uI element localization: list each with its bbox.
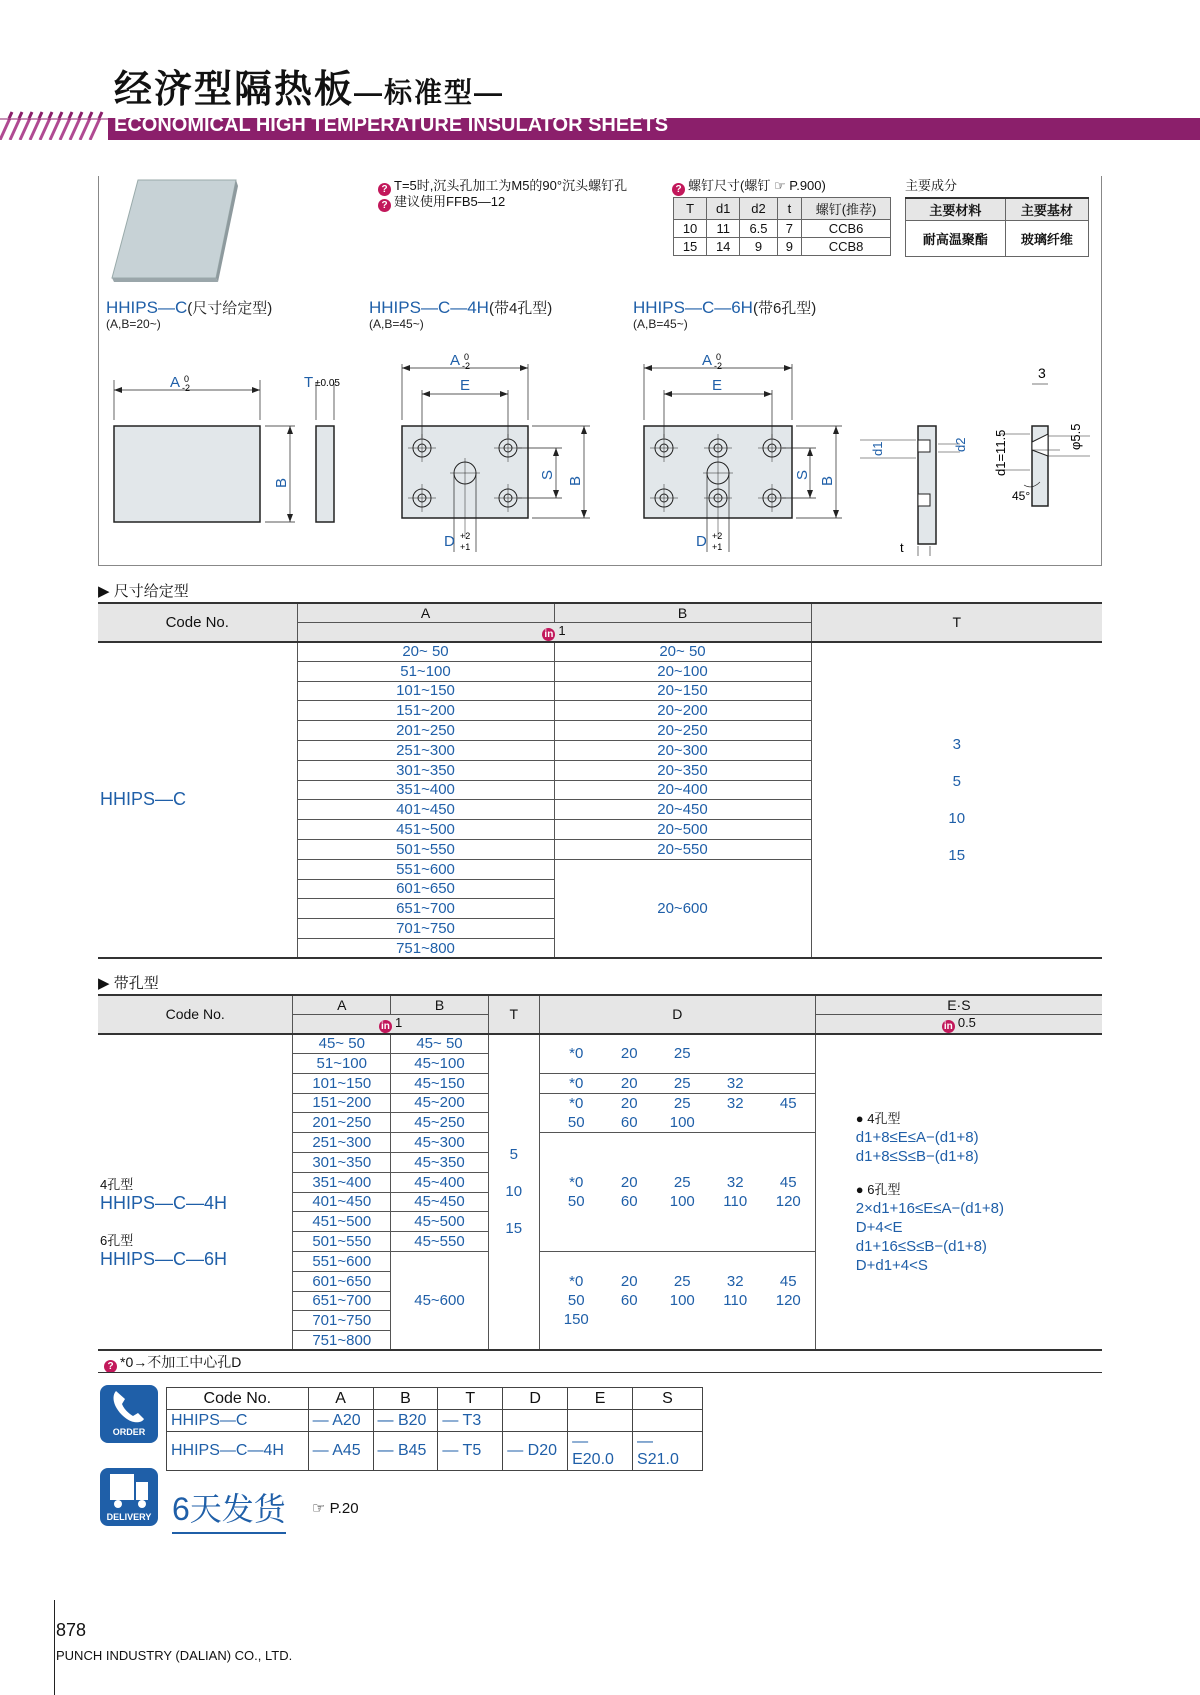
t2-D-value: 32 [726,1094,744,1112]
t2-D-line [550,1044,815,1063]
dim-A2-tol-up: 0 [464,352,470,362]
dim-E3: E [712,377,723,394]
note-2-text: 建议使用FFB5—12 [394,194,506,209]
t2-D-value: 60 [620,1292,638,1310]
t1-B-cell: 20~250 [554,721,811,741]
t2-D-value: 32 [726,1074,744,1092]
t1-A-cell: 701~750 [297,919,554,939]
product-image [108,178,238,283]
t2-B-cell: 45~300 [391,1133,489,1153]
screw-h-screw: 螺钉(推荐) [802,198,891,220]
t1-T [811,642,1102,959]
note-1-text: T=5时,沉头孔加工为M5的90°沉头螺钉孔 [394,178,628,193]
t1-A-cell: 601~650 [297,879,554,899]
table2-footnote [104,1354,241,1373]
t1-unit [297,622,811,642]
order-r2-S: — S21.0 [633,1432,703,1471]
t1-A-cell: 251~300 [297,740,554,760]
t1-A-cell: 51~100 [297,661,554,681]
t1-B-cell: 20~500 [554,820,811,840]
dim-A-tol-dn: -2 [182,383,191,393]
material-h-main: 主要材料 [906,198,1006,221]
dim-d1: d1 [870,441,885,456]
t1-h-code: Code No. [98,603,297,642]
t2-A-cell: 201~250 [293,1113,391,1133]
order-r1-S [633,1410,703,1432]
t2-D-value: *0 [569,1174,584,1192]
dim-D: D [444,533,455,550]
t2-D-value: 20 [620,1273,638,1291]
t2-D-group [539,1093,815,1133]
inch-icon: in [942,1020,955,1033]
t1-B-cell: 20~450 [554,800,811,820]
t2-h-ES: E·S [815,995,1102,1014]
material-title: 主要成分 [905,178,958,193]
t2-h-code: Code No. [98,995,293,1034]
dim-D3: D [696,533,707,550]
screw-h-t: t [777,198,801,220]
question-icon: ? [672,183,685,196]
dim-A3: A [702,352,713,369]
page-title [114,58,504,113]
t2-ES-6-title: ● 6孔型 [855,1181,901,1197]
table2-footnote-text: *0→不加工中心孔D [120,1354,242,1370]
t2-D-value: 25 [673,1045,691,1063]
screw-h-T: T [674,198,707,220]
t1-B-cell: 20~150 [554,681,811,701]
table1 [98,602,1102,959]
diagram-3-title [633,297,816,318]
truck-icon [100,1468,158,1510]
screw-cell: 7 [777,220,801,238]
t1-B-cell: 20~100 [554,661,811,681]
delivery-icon [100,1468,158,1526]
delivery-text: 6天发货 [172,1484,286,1534]
diagram-3-code: HHIPS—C—6H [633,298,753,317]
screw-cell: 14 [707,238,740,256]
t2-D-line [550,1310,815,1329]
t2-B-cell: 45~150 [391,1073,489,1093]
t2-D-value: *0 [569,1273,584,1291]
screw-title-text: 螺钉尺寸(螺钉 ☞ P.900) [688,178,826,193]
t2-D-value: 100 [669,1292,695,1310]
dim-D-tol-dn: +1 [460,542,471,552]
t2-D-value: 60 [620,1193,638,1211]
diagram-1-title [106,297,272,318]
dim-S: S [539,469,556,480]
t2-ES-6-line: 2×d1+16≤E≤A−(d1+8) [855,1199,1005,1217]
dim-t: t [900,540,904,555]
t2-D-value: 20 [620,1174,638,1192]
t1-A-cell: 101~150 [297,681,554,701]
t2-h-A: A [293,995,391,1014]
t2-h-B: B [391,995,489,1014]
order-table [166,1387,703,1471]
t1-A-cell: 551~600 [297,859,554,879]
t2-D-value: *0 [569,1094,584,1112]
t2-unit-es-text: 0.5 [957,1014,976,1030]
t2-D-group [539,1034,815,1074]
t1-A-cell: 201~250 [297,721,554,741]
t2-B-cell: 45~400 [391,1172,489,1192]
t2-A-cell: 501~550 [293,1232,391,1252]
t2-D-value: 45 [779,1273,797,1291]
t2-B-cell: 45~100 [391,1053,489,1073]
t1-T-value: 5 [952,772,961,790]
diagram-2-drawing [360,340,622,560]
phone-icon [100,1385,158,1425]
t2-D-value: *0 [569,1074,584,1092]
dim-three: 3 [1038,365,1046,381]
diagram-1-paren: (尺寸给定型) [187,300,273,317]
screw-cell: 15 [674,238,707,256]
t2-D-line [550,1173,815,1192]
question-icon: ? [378,183,391,196]
t2-D-value: 45 [779,1094,797,1112]
order-r2-T: — T5 [438,1432,503,1471]
diagram-2-title [369,297,552,318]
order-r2-D: — D20 [503,1432,568,1471]
diagram-1-code: HHIPS—C [106,298,188,317]
material-main: 耐高温聚酯 [906,221,1006,257]
t2-ES-4-title: ● 4孔型 [855,1110,901,1126]
t2-A-cell: 651~700 [293,1291,391,1311]
t2-h-D: D [539,995,815,1034]
t2-T-value: 15 [505,1220,523,1238]
order-h-B: B [373,1388,438,1410]
order-r2-B: — B45 [373,1432,438,1471]
t2-D-value: 50 [567,1292,585,1310]
t1-T-value: 10 [948,809,966,827]
t2-T-value: 10 [505,1183,523,1201]
t2-A-cell: 701~750 [293,1311,391,1331]
title-main: 经济型隔热板 [114,69,355,111]
t1-unit-text: 1 [558,622,566,638]
order-icon [100,1385,158,1443]
order-h-D: D [503,1388,568,1410]
title-english: ECONOMICAL HIGH TEMPERATURE INSULATOR SHEETS [114,114,669,136]
order-h-code: Code No. [167,1388,309,1410]
t1-h-B: B [554,603,811,622]
diagram-3-paren: (带6孔型) [752,300,817,317]
t2-D-value: 25 [673,1174,691,1192]
dim-d2: d2 [953,437,968,452]
screw-title [672,178,826,196]
t2-D-line [550,1272,815,1291]
order-r2-code: HHIPS—C—4H [167,1432,309,1471]
t2-D-value: 20 [620,1094,638,1112]
t2-unit-es [815,1014,1102,1034]
t2-D-value: 25 [673,1273,691,1291]
table2 [98,994,1102,1351]
dim-B3: B [819,475,836,486]
table2-section-label: ▶ 带孔型 [98,975,159,992]
diagram-2-sub: (A,B=45~) [369,317,424,331]
t2-D-value: 110 [723,1193,748,1211]
dim-D3-tol-up: +2 [712,531,723,541]
order-h-T: T [438,1388,503,1410]
diagram-3-sub: (A,B=45~) [633,317,688,331]
dim-A2-tol-dn: -2 [462,361,471,371]
company-name: PUNCH INDUSTRY (DALIAN) CO., LTD. [56,1648,293,1663]
title-sub: —标准型— [354,77,505,108]
screw-cell: 10 [674,220,707,238]
t2-D-line [550,1113,815,1132]
t2-D-value: 20 [620,1045,638,1063]
t2-B-cell: 45~350 [391,1152,489,1172]
screw-h-d2: d2 [740,198,777,220]
dim-T: T [304,374,314,391]
order-icon-label: ORDER [112,1427,146,1437]
question-icon: ? [104,1360,117,1373]
t2-D-line [550,1094,815,1113]
screw-cell: 11 [707,220,740,238]
screw-cell: 6.5 [740,220,777,238]
t2-A-cell: 751~800 [293,1331,391,1351]
t2-A-cell: 451~500 [293,1212,391,1232]
t1-B-cell: 20~400 [554,780,811,800]
dim-A2: A [450,352,461,369]
t2-D-value: 20 [620,1074,638,1092]
dim-A-tol-up: 0 [184,374,190,384]
t1-A-cell: 451~500 [297,820,554,840]
delivery-ref: ☞ P.20 [312,1500,359,1517]
t1-A-cell: 401~450 [297,800,554,820]
dim-A3-tol-up: 0 [716,352,722,362]
t2-B-cell: 45~200 [391,1093,489,1113]
t2-D-value: 32 [726,1174,744,1192]
dim-D3-tol-dn: +1 [712,542,723,552]
t2-ES [815,1034,1102,1351]
diagram-2-code: HHIPS—C—4H [369,298,489,317]
t2-ES-4-line: d1+8≤E≤A−(d1+8) [855,1128,979,1146]
t2-A-cell: 45~ 50 [293,1034,391,1054]
t2-ES-6-line: d1+16≤S≤B−(d1+8) [855,1237,987,1255]
screw-cell: CCB6 [802,220,891,238]
t2-A-cell: 301~350 [293,1152,391,1172]
table1-section-label: ▶ 尺寸给定型 [98,583,189,600]
t2-D-line [550,1291,815,1310]
screw-cell: 9 [740,238,777,256]
t1-A-cell: 301~350 [297,760,554,780]
t2-code [98,1034,293,1351]
note-2 [378,194,505,212]
t1-B-cell: 20~350 [554,760,811,780]
t2-code-wrap [100,1174,292,1270]
t2-ES-4-line: d1+8≤S≤B−(d1+8) [855,1147,979,1165]
t2-D-value: 110 [723,1292,748,1310]
diagram-3-drawing [620,340,1100,560]
t1-code: HHIPS—C [98,642,297,959]
inch-icon: in [379,1020,392,1033]
t2-A-cell: 401~450 [293,1192,391,1212]
t2-B-cell: 45~550 [391,1232,489,1252]
t2-B-cell: 45~450 [391,1192,489,1212]
t1-B-cell: 20~300 [554,740,811,760]
dim-S3: S [794,469,811,480]
t2-D-value: 25 [673,1094,691,1112]
t1-A-cell: 20~ 50 [297,642,554,662]
order-h-A: A [308,1388,373,1410]
material-table [905,197,1089,257]
t2-D-line [550,1074,815,1093]
diagram-2-paren: (带4孔型) [488,300,553,317]
t2-D-value: 120 [775,1193,801,1211]
dim-T-tol: ±0.05 [315,378,340,389]
footnote-rule [98,1372,1102,1373]
footer-rule [54,1600,55,1695]
t2-D-group [539,1251,815,1350]
t2-B-cell: 45~250 [391,1113,489,1133]
order-h-E: E [568,1388,633,1410]
t1-h-T: T [811,603,1102,642]
t2-D-value: 32 [726,1273,744,1291]
t2-ES-6-line: D+d1+4<S [855,1256,928,1274]
t2-D-value: 25 [673,1074,691,1092]
dim-E: E [460,377,471,394]
dim-A: A [170,374,181,391]
t1-B-cell: 20~ 50 [554,642,811,662]
screw-table [673,197,891,256]
t2-code4: HHIPS—C—4H [100,1192,228,1213]
page-number: 878 [56,1620,87,1640]
t1-A-cell: 751~800 [297,938,554,958]
t2-T [488,1034,539,1351]
t2-D-value: 45 [779,1174,797,1192]
screw-h-d1: d1 [707,198,740,220]
t2-A-cell: 601~650 [293,1271,391,1291]
t2-D-group [539,1073,815,1093]
t2-A-cell: 151~200 [293,1093,391,1113]
t2-D-line [550,1192,815,1211]
t2-B-last: 45~600 [391,1251,489,1350]
order-r2-E: —E20.0 [568,1432,633,1471]
material-h-base: 主要基材 [1005,198,1088,221]
order-r1-E [568,1410,633,1432]
t2-T-value: 5 [509,1146,518,1164]
delivery-icon-label: DELIVERY [106,1512,152,1522]
order-r2-A: — A45 [308,1432,373,1471]
inch-icon: in [542,628,555,641]
t2-A-cell: 51~100 [293,1053,391,1073]
t1-B-last: 20~600 [554,859,811,958]
t2-D-value: 50 [567,1193,585,1211]
t2-D-value: 150 [563,1311,589,1329]
t2-code6-label: 6孔型 [100,1232,134,1248]
t2-A-cell: 551~600 [293,1251,391,1271]
dim-B2: B [567,475,584,486]
order-r1-A: — A20 [308,1410,373,1432]
order-r1-code: HHIPS—C [167,1410,309,1432]
t2-A-cell: 351~400 [293,1172,391,1192]
t2-D-value: *0 [569,1045,584,1063]
screw-cell: CCB8 [802,238,891,256]
t2-D-value: 50 [567,1113,585,1131]
dim-A3-tol-dn: -2 [714,361,723,371]
t2-A-cell: 251~300 [293,1133,391,1153]
t1-A-cell: 351~400 [297,780,554,800]
t1-A-cell: 151~200 [297,701,554,721]
t2-ES-6-line: D+4<E [855,1218,903,1236]
material-base: 玻璃纤维 [1005,221,1088,257]
t1-T-value: 3 [952,735,961,753]
t2-A-cell: 101~150 [293,1073,391,1093]
dim-angle: 45° [1012,489,1031,503]
t1-T-value: 15 [948,846,966,864]
dim-D-tol-up: +2 [460,531,471,541]
screw-cell: 9 [777,238,801,256]
t2-code4-label: 4孔型 [100,1176,134,1192]
order-r1-D [503,1410,568,1432]
question-icon: ? [378,199,391,212]
order-r1-B: — B20 [373,1410,438,1432]
t1-B-cell: 20~200 [554,701,811,721]
t2-h-T: T [488,995,539,1034]
t2-D-value: 100 [669,1113,695,1131]
order-r1-T: — T3 [438,1410,503,1432]
t2-D-group [539,1133,815,1252]
t2-B-cell: 45~500 [391,1212,489,1232]
dim-d1-value: d1=11.5 [993,429,1008,476]
dim-phi55: φ5.5 [1068,423,1083,450]
t1-h-A: A [297,603,554,622]
t2-D-value: 120 [775,1292,801,1310]
t2-code6: HHIPS—C—6H [100,1248,228,1269]
t2-unit-ab-text: 1 [394,1014,403,1030]
dim-B: B [273,477,290,488]
t2-D-value: 100 [669,1193,695,1211]
order-h-S: S [633,1388,703,1410]
t1-B-cell: 20~550 [554,839,811,859]
t2-D-value: 60 [620,1113,638,1131]
t2-B-cell: 45~ 50 [391,1034,489,1054]
diagram-1-drawing [100,340,360,560]
diagram-1-sub: (A,B=20~) [106,317,161,331]
t1-A-cell: 501~550 [297,839,554,859]
t2-unit-ab [293,1014,488,1034]
t1-A-cell: 651~700 [297,899,554,919]
